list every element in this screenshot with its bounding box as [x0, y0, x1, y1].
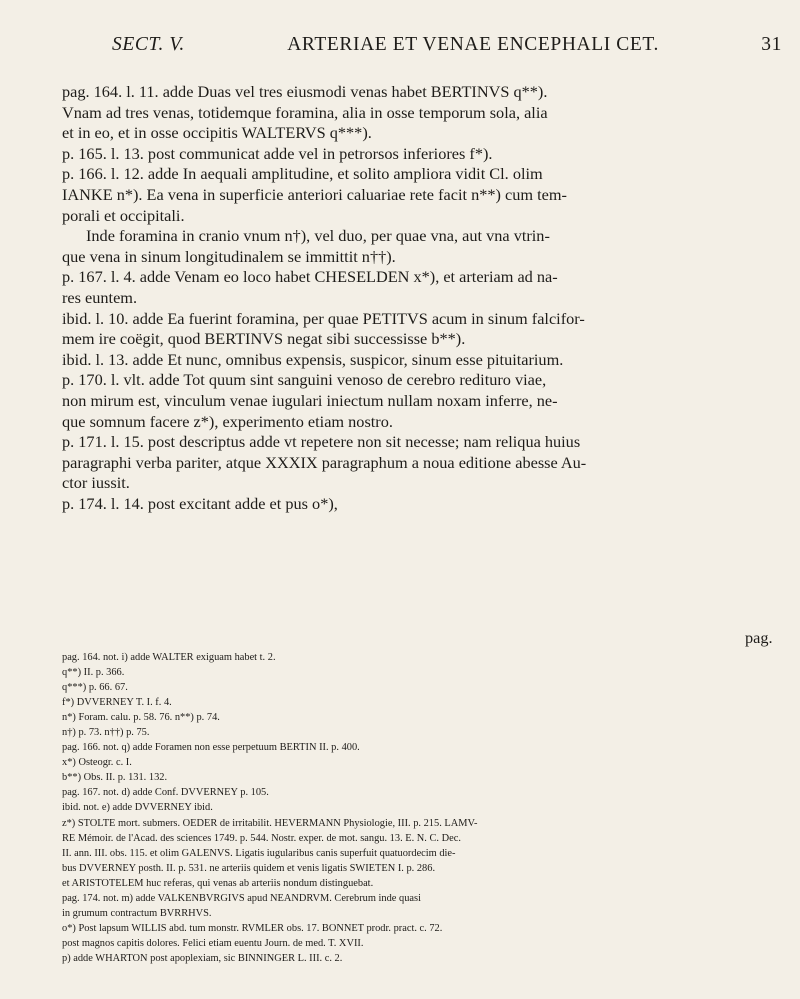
footnote-line: n*) Foram. calu. p. 58. 76. n**) p. 74. — [62, 712, 220, 724]
text-line: p. 170. l. vlt. adde Tot quum sint sanguini venoso de cerebro redituro viae, — [62, 370, 547, 390]
footnote-line: q***) p. 66. 67. — [62, 682, 128, 694]
text-line: et in eo, et in osse occipitis WALTERVS q***). — [62, 123, 372, 143]
text-line: que somnum facere z*), experimento etiam nostro. — [62, 411, 393, 431]
section-label: SECT. V. — [112, 34, 185, 55]
footnote-line: II. ann. III. obs. 115. et olim GALENVS. Ligatis iugularibus canis superfuit quatuordecim die- — [62, 847, 456, 859]
text-line: p. 171. l. 15. post descriptus adde vt repetere non sit necesse; nam reliqua huius — [62, 432, 581, 452]
running-header — [112, 34, 782, 56]
text-line: porali et occipitali. — [62, 205, 185, 225]
footnote-line: x*) Osteogr. c. I. — [62, 757, 132, 769]
text-line: non mirum est, vinculum venae iugulari iniectum nullam noxam inferre, ne- — [62, 390, 558, 410]
footnote-line: in grumum contractum BVRRHVS. — [62, 907, 212, 919]
footnote-line: q**) II. p. 366. — [62, 667, 125, 679]
text-line: que vena in sinum longitudinalem se immittit n††). — [62, 246, 396, 266]
running-title: ARTERIAE ET VENAE ENCEPHALI CET. — [287, 34, 659, 55]
footnote-line: ibid. not. e) adde DVVERNEY ibid. — [62, 802, 213, 814]
footnote-line: bus DVVERNEY posth. II. p. 531. ne arteriis quidem et venis ligatis SWIETEN I. p. 286. — [62, 862, 436, 874]
footnote-line: pag. 166. not. q) adde Foramen non esse perpetuum BERTIN II. p. 400. — [62, 742, 360, 754]
text-line: p. 174. l. 14. post excitant adde et pus o*), — [62, 493, 338, 513]
footnote-line: b**) Obs. II. p. 131. 132. — [62, 772, 168, 784]
text-line: pag. 164. l. 11. adde Duas vel tres eiusmodi venas habet BERTINVS q**). — [62, 82, 548, 101]
footnote-line: p) adde WHARTON post apoplexiam, sic BINNINGER L. III. c. 2. — [62, 952, 343, 964]
text-line: res euntem. — [62, 287, 138, 307]
text-line: ibid. l. 10. adde Ea fuerint foramina, per quae PETITVS acum in sinum falcifor- — [62, 308, 585, 328]
footnote-line: et ARISTOTELEM huc referas, qui venas ab arteriis nondum distinguebat. — [62, 877, 374, 889]
footnote-line: pag. 164. not. i) adde WALTER exiguam habet t. 2. — [62, 652, 276, 663]
text-line: ibid. l. 13. adde Et nunc, omnibus expensis, suspicor, sinum esse pituitarium. — [62, 349, 564, 369]
footnote-line: z*) STOLTE mort. submers. OEDER de irritabilit. HEVERMANN Physiologie, III. p. 215. LAMV- — [62, 817, 478, 829]
footnote-line: post magnos capitis dolores. Felici etiam euentu Journ. de med. T. XVII. — [62, 937, 364, 949]
footnote-line: pag. 167. not. d) adde Conf. DVVERNEY p. 105. — [62, 787, 269, 799]
text-line: paragraphi verba pariter, atque XXXIX paragraphum a noua editione abesse Au- — [62, 452, 587, 472]
text-line: p. 167. l. 4. adde Venam eo loco habet CHESELDEN x*), et arteriam ad na- — [62, 267, 558, 287]
page-number: 31 — [761, 34, 782, 55]
footnote-line: o*) Post lapsum WILLIS abd. tum monstr. RVMLER obs. 17. BONNET prodr. pract. c. 72. — [62, 922, 443, 934]
footnote-line: f*) DVVERNEY T. I. f. 4. — [62, 697, 172, 709]
text-line: p. 166. l. 12. adde In aequali amplitudine, et solito ampliora vidit Cl. olim — [62, 164, 543, 184]
footnote-line: n†) p. 73. n††) p. 75. — [62, 727, 150, 739]
catchword: pag. — [745, 628, 773, 647]
text-line: mem ire coëgit, quod BERTINVS negat sibi successisse b**). — [62, 329, 466, 349]
footnote-line: RE Mémoir. de l'Acad. des sciences 1749. p. 544. Nostr. exper. de mot. sangu. 13. E. N. C. Dec. — [62, 832, 461, 844]
text-line: Inde foramina in cranio vnum n†), vel duo, per quae vna, aut vna vtrin- — [86, 226, 550, 246]
text-line: p. 165. l. 13. post communicat adde vel in petrorsos inferiores f*). — [62, 143, 493, 163]
text-line: Vnam ad tres venas, totidemque foramina, alia in osse temporum sola, alia — [62, 102, 548, 122]
footnotes — [62, 650, 784, 966]
text-line: IANKE n*). Ea vena in superficie anteriori caluariae rete facit n**) cum tem- — [62, 184, 567, 204]
main-text — [62, 82, 784, 514]
footnote-line: pag. 174. not. m) adde VALKENBVRGIVS apud NEANDRVM. Cerebrum inde quasi — [62, 892, 421, 904]
text-line: ctor iussit. — [62, 473, 130, 493]
